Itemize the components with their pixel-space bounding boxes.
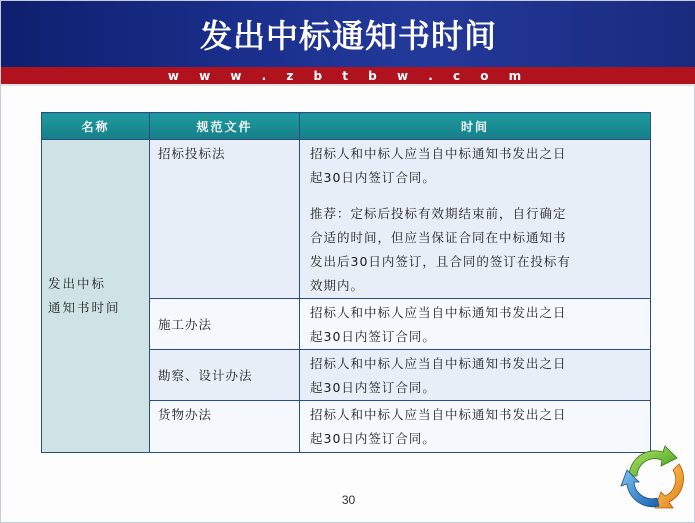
time-line: 起30日内签订合同。	[310, 431, 436, 446]
doc-label: 货物办法	[158, 407, 213, 422]
page-number: 30	[341, 493, 356, 507]
time-cell	[300, 299, 651, 350]
doc-label: 勘察、设计办法	[158, 368, 253, 383]
time-line: 招标人和中标人应当自中标通知书发出之日	[310, 407, 567, 422]
note-line: 推荐：定标后投标有效期结束前，自行确定	[310, 206, 567, 221]
time-cell	[300, 350, 651, 401]
doc-cell	[150, 350, 300, 401]
doc-cell	[150, 299, 300, 350]
time-line: 招标人和中标人应当自中标通知书发出之日	[310, 305, 567, 320]
url-bar	[1, 67, 695, 84]
time-line: 起30日内签订合同。	[310, 170, 436, 185]
header-name: 名称	[42, 113, 150, 140]
slide-title: 发出中标通知书时间	[199, 17, 497, 55]
name-cell	[42, 140, 150, 453]
time-line: 招标人和中标人应当自中标通知书发出之日	[310, 146, 567, 161]
spacer	[310, 190, 640, 202]
doc-label: 施工办法	[158, 317, 213, 332]
title-bar	[1, 1, 695, 67]
note-line: 合适的时间，但应当保证合同在中标通知书	[310, 230, 567, 245]
table-header-row	[42, 113, 651, 140]
table-row	[42, 140, 651, 299]
time-line: 起30日内签订合同。	[310, 329, 436, 344]
doc-label: 招标投标法	[158, 146, 226, 161]
time-cell	[300, 140, 651, 299]
info-table	[41, 112, 651, 453]
doc-cell	[150, 401, 300, 453]
note-line: 效期内。	[310, 278, 365, 293]
header-time: 时间	[300, 113, 651, 140]
header-doc: 规范文件	[150, 113, 300, 140]
url-underline	[1, 84, 695, 86]
time-line: 起30日内签订合同。	[310, 380, 436, 395]
name-line-2: 通知书时间	[48, 300, 121, 315]
site-url: w w w . z b t b w . c o m	[167, 68, 530, 83]
time-line: 招标人和中标人应当自中标通知书发出之日	[310, 356, 567, 371]
name-line-1: 发出中标	[48, 276, 107, 291]
note-line: 发出后30日内签订，且合同的签订在投标有	[310, 254, 571, 269]
recycle-arrows-icon	[619, 442, 691, 514]
doc-cell	[150, 140, 300, 299]
time-cell	[300, 401, 651, 453]
